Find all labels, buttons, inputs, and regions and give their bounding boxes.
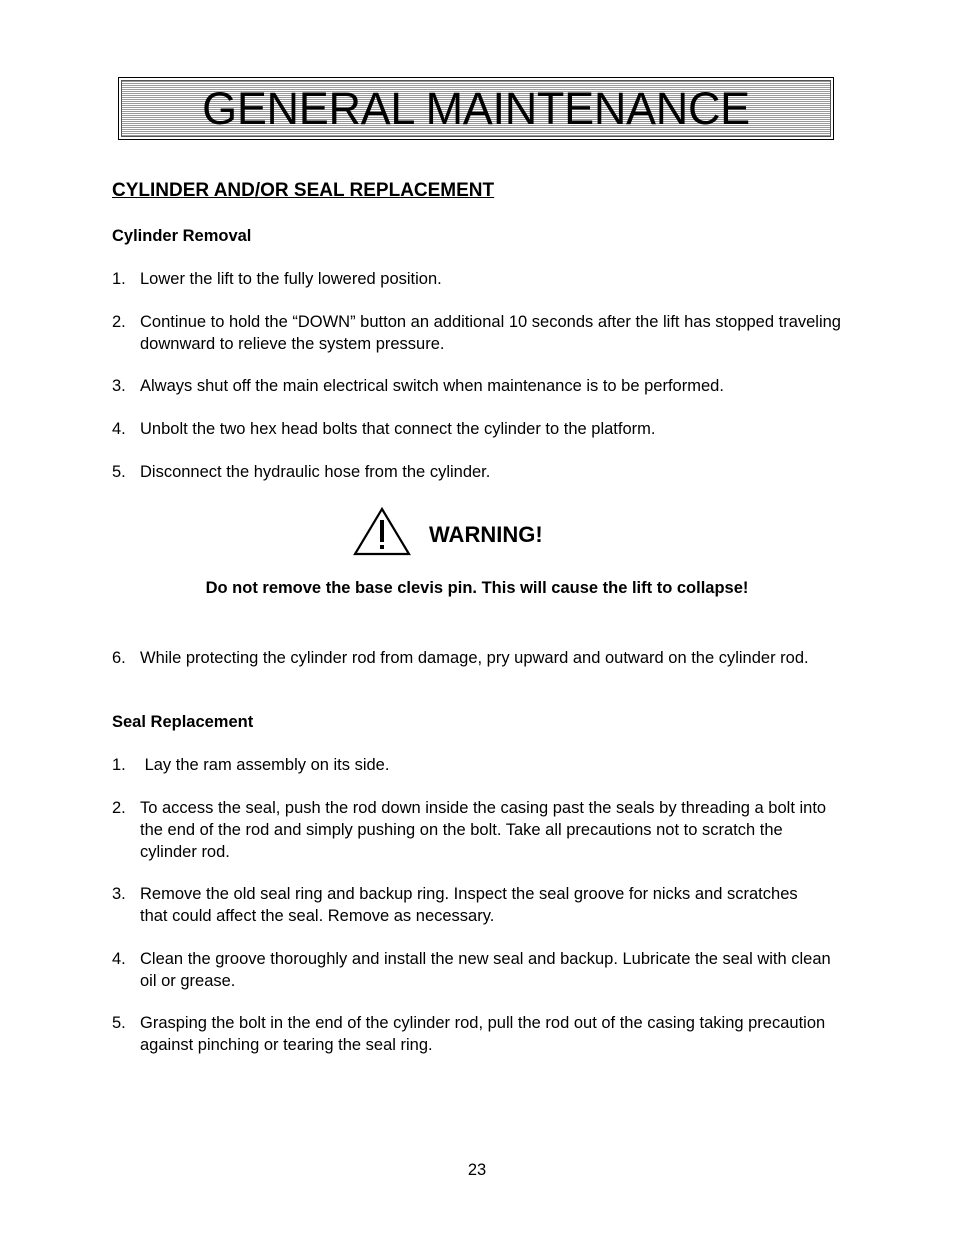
list-item [112, 461, 841, 483]
list-item [112, 311, 841, 355]
list-item [112, 268, 841, 290]
list-item-number: 2. [112, 799, 126, 817]
list-item-text: Disconnect the hydraulic hose from the cylinder. [140, 463, 491, 481]
title-banner [118, 77, 834, 140]
list-item-number: 3. [112, 377, 126, 395]
list-item-number: 5. [112, 1014, 126, 1032]
section-heading: CYLINDER AND/OR SEAL REPLACEMENT [112, 180, 495, 201]
list-item-text: Lower the lift to the fully lowered position. [140, 270, 442, 288]
list-item [112, 418, 841, 440]
warning-label: WARNING! [429, 522, 543, 547]
list-item-number: 4. [112, 420, 126, 438]
list-item-number: 6. [112, 649, 126, 667]
list-item-number: 1. [112, 756, 126, 774]
list-item-number: 4. [112, 950, 126, 968]
list-item-number: 5. [112, 463, 126, 481]
list-item-text: Unbolt the two hex head bolts that connect the cylinder to the platform. [140, 420, 656, 438]
cylinder-removal-heading: Cylinder Removal [112, 227, 252, 245]
list-item-text: Clean the groove thoroughly and install the new seal and backup. Lubricate the seal with clean oil or grease. [140, 950, 831, 990]
list-item-text: Grasping the bolt in the end of the cylinder rod, pull the rod out of the casing taking precaution against pinching or tearing the seal ring. [140, 1014, 826, 1054]
warning-text: Do not remove the base clevis pin. This will cause the lift to collapse! [205, 579, 749, 597]
list-item [112, 948, 841, 992]
seal-replacement-heading: Seal Replacement [112, 713, 254, 731]
list-item-number: 3. [112, 885, 126, 903]
list-item-text: Always shut off the main electrical switch when maintenance is to be performed. [140, 377, 724, 395]
list-item-text: Lay the ram assembly on its side. [140, 756, 390, 774]
list-item [112, 647, 841, 669]
list-item-text: To access the seal, push the rod down inside the casing past the seals by threading a bolt into the end of the rod and simply pushing on the bolt. Take all precautions not to scratch the cylinder rod. [140, 799, 827, 861]
list-item-number: 1. [112, 270, 126, 288]
list-item [112, 754, 841, 776]
list-item-text: While protecting the cylinder rod from damage, pry upward and outward on the cylinder rod. [140, 649, 809, 667]
list-item-text: Continue to hold the “DOWN” button an additional 10 seconds after the lift has stopped traveling downward to relieve the system pressure. [140, 313, 841, 353]
page-number: 23 [467, 1161, 487, 1179]
warning-triangle-icon [353, 506, 411, 556]
list-item [112, 375, 841, 397]
list-item [112, 883, 841, 927]
list-item-number: 2. [112, 313, 126, 331]
list-item [112, 1012, 841, 1056]
page-title: GENERAL MAINTENANCE [202, 83, 750, 134]
list-item-text: Remove the old seal ring and backup ring. Inspect the seal groove for nicks and scratches that could affect the seal. Remove as necessary. [140, 885, 798, 925]
list-item [112, 797, 841, 863]
